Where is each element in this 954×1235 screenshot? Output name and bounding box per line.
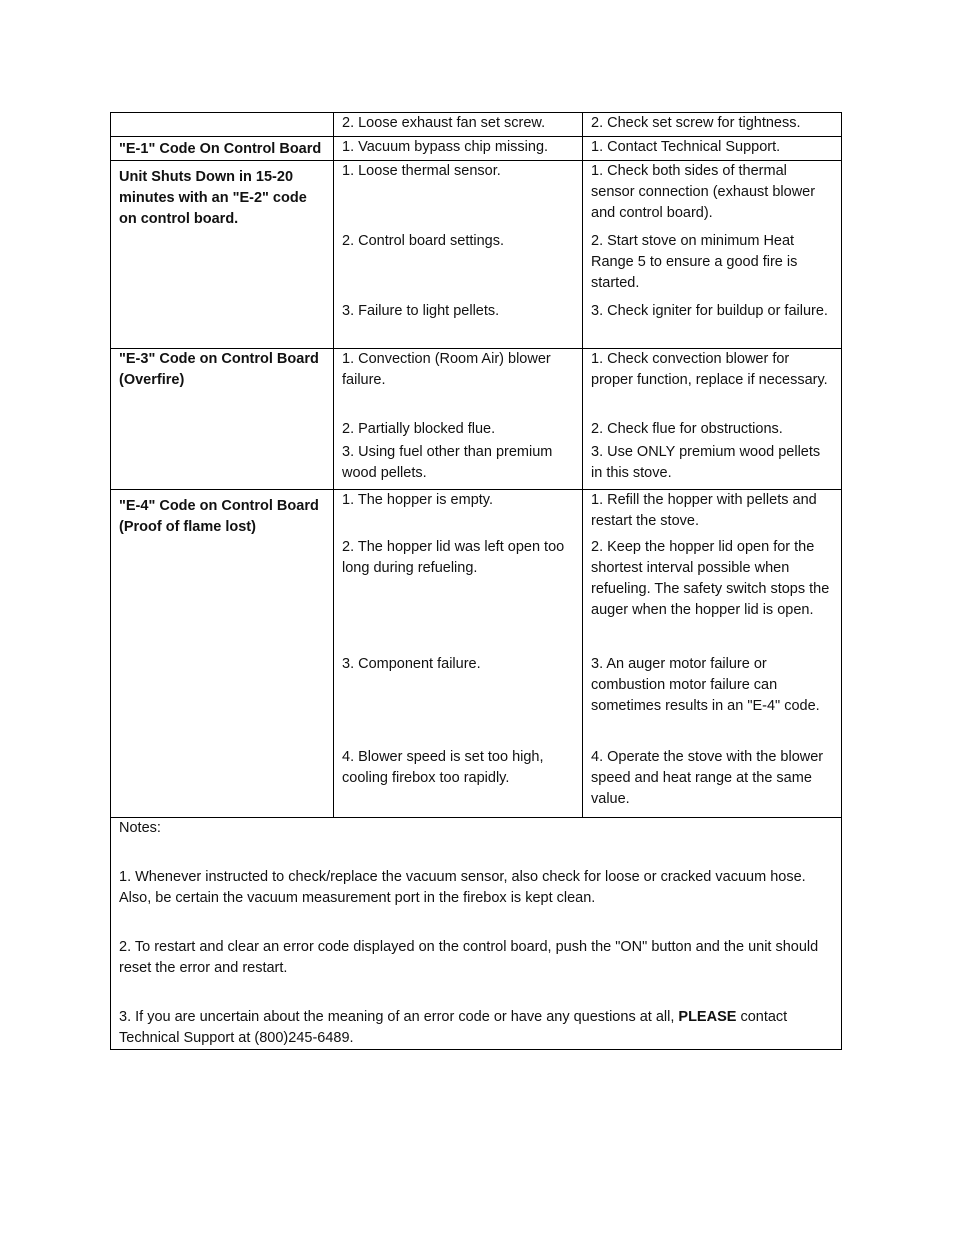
cause-cell xyxy=(334,490,583,818)
notes-cell xyxy=(111,818,842,1050)
note-text: contact Technical Support at (800)245-6489. xyxy=(119,1009,788,1046)
cause-entry: 4. Blower speed is set too high, cooling firebox too rapidly. xyxy=(342,749,544,786)
note-item xyxy=(119,1007,833,1049)
solution-entry: 3. Use ONLY premium wood pellets in this stove. xyxy=(591,444,821,481)
cause-entry: 3. Failure to light pellets. xyxy=(342,303,500,319)
solution-cell xyxy=(583,161,842,349)
cause-entry: 2. The hopper lid was left open too long during refueling. xyxy=(342,539,565,576)
cause-entry: 2. Partially blocked flue. xyxy=(342,421,496,437)
solution-entry: 1. Check convection blower for proper function, replace if necessary. xyxy=(591,351,828,388)
notes-heading: Notes: xyxy=(119,820,161,836)
table-row xyxy=(111,137,842,161)
cause-cell xyxy=(334,349,583,490)
note-item: 1. Whenever instructed to check/replace the vacuum sensor, also check for loose or cracked vacuum hose. Also, be certain the vacuum measurement port in the firebox is kept clean. xyxy=(119,869,806,906)
table-row xyxy=(111,161,842,349)
solution-entry: 2. Keep the hopper lid open for the shortest interval possible when refueling. The safety switch stops the auger when the hopper lid is open. xyxy=(591,539,830,618)
note-item: 2. To restart and clear an error code displayed on the control board, push the "ON" button and the unit should reset the error and restart. xyxy=(119,939,819,976)
notes-row xyxy=(111,818,842,1050)
solution-cell xyxy=(583,490,842,818)
problem-cell: "E-1" Code On Control Board xyxy=(111,137,334,161)
solution-cell: 1. Contact Technical Support. xyxy=(583,137,842,161)
problem-cell: "E-3" Code on Control Board (Overfire) xyxy=(111,349,334,490)
solution-entry: 3. An auger motor failure or combustion motor failure can sometimes results in an "E-4" code. xyxy=(591,656,820,714)
cause-cell: 2. Loose exhaust fan set screw. xyxy=(334,113,583,137)
solution-entry: 1. Refill the hopper with pellets and restart the stove. xyxy=(591,492,817,529)
problem-cell: Unit Shuts Down in 15-20 minutes with an "E-2" code on control board. xyxy=(111,161,334,349)
table-row xyxy=(111,349,842,490)
problem-cell xyxy=(111,113,334,137)
cause-entry: 3. Using fuel other than premium wood pellets. xyxy=(342,444,553,481)
troubleshooting-document xyxy=(110,112,841,1050)
cause-cell xyxy=(334,161,583,349)
solution-entry: 2. Start stove on minimum Heat Range 5 to ensure a good fire is started. xyxy=(591,233,798,291)
note-text: 3. If you are uncertain about the meaning of an error code or have any questions at all, xyxy=(119,1009,679,1025)
troubleshooting-table xyxy=(110,112,842,1050)
solution-entry: 2. Check flue for obstructions. xyxy=(591,421,783,437)
cause-entry: 1. Loose thermal sensor. xyxy=(342,163,501,179)
solution-cell xyxy=(583,349,842,490)
table-row xyxy=(111,113,842,137)
cause-entry: 1. Convection (Room Air) blower failure. xyxy=(342,351,551,388)
solution-entry: 1. Check both sides of thermal sensor connection (exhaust blower and control board). xyxy=(591,163,816,221)
cause-entry: 1. The hopper is empty. xyxy=(342,492,493,508)
cause-entry: 3. Component failure. xyxy=(342,656,481,672)
cause-cell: 1. Vacuum bypass chip missing. xyxy=(334,137,583,161)
note-emphasis: PLEASE xyxy=(678,1009,737,1025)
cause-entry: 2. Control board settings. xyxy=(342,233,505,249)
table-row xyxy=(111,490,842,818)
solution-cell: 2. Check set screw for tightness. xyxy=(583,113,842,137)
solution-entry: 4. Operate the stove with the blower speed and heat range at the same value. xyxy=(591,749,824,807)
solution-entry: 3. Check igniter for buildup or failure. xyxy=(591,303,828,319)
problem-cell: "E-4" Code on Control Board (Proof of flame lost) xyxy=(111,490,334,818)
